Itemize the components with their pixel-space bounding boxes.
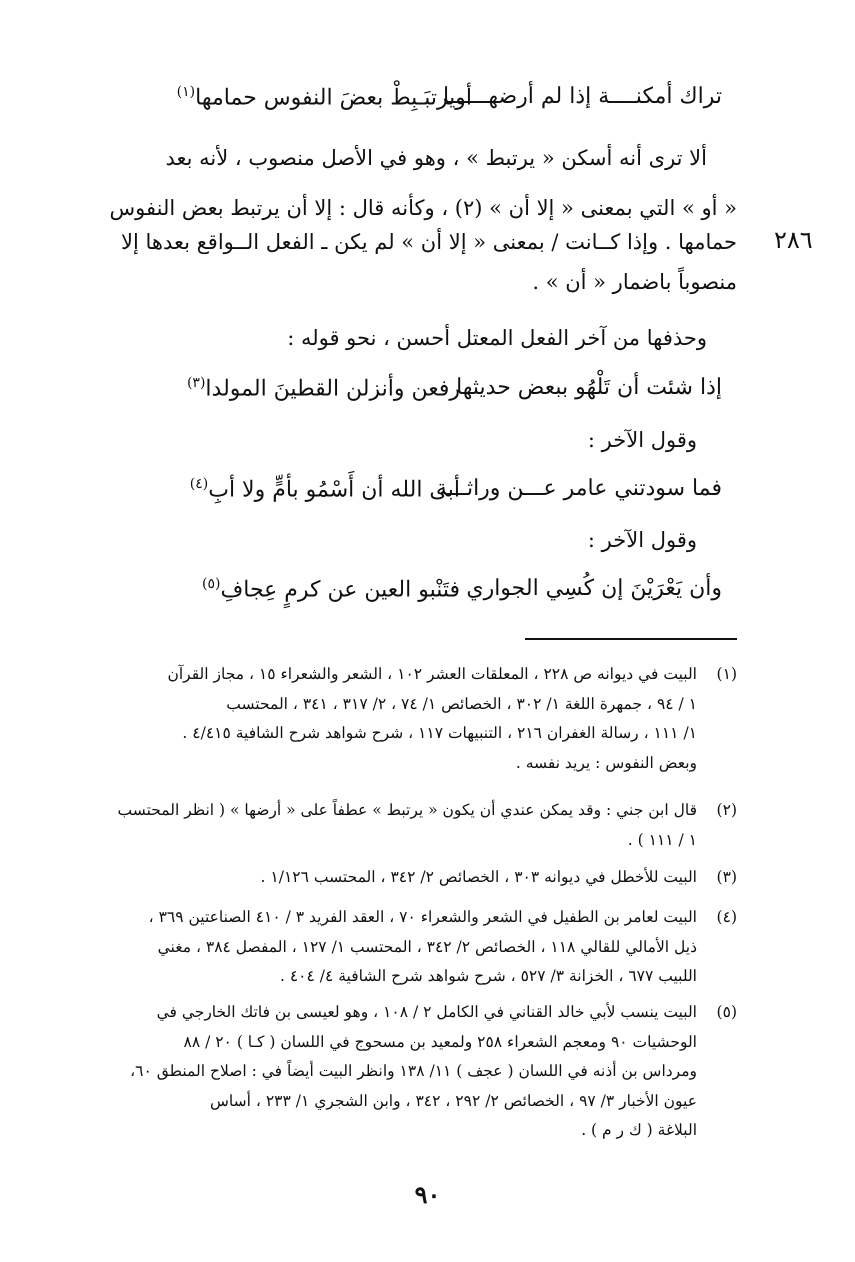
footnote-4-body [57, 903, 697, 992]
para-1-line-1: ألا ترى أنه أسكن « يرتبط » ، وهو في الأصل منصوب ، لأنه بعد [165, 146, 707, 170]
footnote-5 [57, 998, 737, 1148]
footnote-4-line: ذيل الأمالي للقالي ١١٨ ، الخصائص ٢/ ٣٤٢ ، المحتسب ١/ ١٢٧ ، المفصل ٣٨٤ ، مغني [157, 937, 697, 956]
footnote-1-line: ١/ ١١١ ، رسالة الغفران ٢١٦ ، التنبيهات ١١٧ ، شرح شواهد شرح الشافية ٤/٤١٥ . [182, 724, 697, 742]
verse-3-second-text: أبى الله أن أَسْمُو بأمٍّ ولا أبِ [208, 477, 460, 503]
intro-other-poet-1: وقول الآخر : [587, 428, 697, 452]
footnote-1-line: ١ / ٩٤ ، جمهرة اللغة ١/ ٣٠٢ ، الخصائص ١/ ٧٤ ، ٢/ ٣١٧ ، ٣٤١ ، المحتسب [226, 694, 697, 713]
footnote-2-line: ١ / ١١١ ) . [627, 830, 697, 849]
para-1-line-3: حمامها . وإذا كــانت / بمعنى « إلا أن » لم يكن ـ الفعل الــواقع بعدها إلا [120, 230, 737, 254]
verse-2-second-text: رفعن وأنزلن القطينَ المولدا [205, 376, 460, 402]
footnote-2-label: (٢) [716, 801, 737, 819]
footnote-5-line: الوحشيات ٩٠ ومعجم الشعراء ٢٥٨ ولمعيد بن مسحوج في اللسان ( كـا ) ٢٠ / ٨٨ [183, 1032, 697, 1051]
verse-2-first-hemistich: إذا شئت أن تَلْهُو ببعض حديثها [456, 375, 722, 400]
margin-page-number: ٢٨٦ [774, 226, 813, 254]
verse-4-first-hemistich: وأن يَعْرَيْنَ إن كُسِي الجواري [466, 576, 722, 601]
footnote-3-line: البيت للأخطل في ديوانه ٣٠٣ ، الخصائص ٢/ ٣٤٢ ، المحتسب ١/١٢٦ . [260, 868, 697, 886]
footnote-4-line: اللبيب ٦٧٧ ، الخزانة ٣/ ٥٢٧ ، شرح شواهد شرح الشافية ٤/ ٤٠٤ . [279, 967, 697, 985]
verse-4-second-text: فتَنْبو العين عن كرمٍ عِجافِ [220, 577, 460, 603]
verse-2 [0, 375, 855, 415]
verse-1-second-text: أويرتبَـبِطْ بعضَ النفوس حمامها [195, 85, 472, 111]
verse-4 [0, 576, 855, 616]
footnote-5-label: (٥) [716, 1003, 737, 1021]
footnote-ref-1: (١) [176, 84, 196, 100]
footnote-1-line: وبعض النفوس : يريد نفسه . [515, 753, 697, 772]
footnote-ref-4: (٤) [189, 476, 209, 492]
footnote-1-body [57, 660, 697, 778]
footnote-5-line: البيت ينسب لأبي خالد القناني في الكامل ٢ / ١٠٨ ، وهو لعيسى بن فاتك الخارجي في [156, 1003, 697, 1021]
intro-other-poet-2: وقول الآخر : [587, 528, 697, 552]
footnote-2 [57, 796, 737, 856]
footnote-4-line: البيت لعامر بن الطفيل في الشعر والشعراء ٧٠ ، العقد الفريد ٣ / ٤١٠ الصناعتين ٣٦٩ ، [148, 908, 697, 926]
footnote-5-line: عيون الأخبار ٣/ ٩٧ ، الخصائص ٢/ ٢٩٢ ، ٣٤٢ ، وابن الشجري ١/ ٢٣٣ ، أساس [210, 1091, 697, 1110]
footnote-1-line: البيت في ديوانه ص ٢٢٨ ، المعلقات العشر ١٠٢ ، الشعر والشعراء ١٥ ، مجاز القرآن [167, 665, 697, 683]
footnote-3-label: (٣) [716, 868, 737, 886]
verse-3-second-hemistich [190, 476, 460, 502]
footnote-5-line: ومرداس بن أذنه في اللسان ( عجف ) ١١/ ١٣٨ وانظر البيت أيضاً في : اصلاح المنطق ٦٠، [130, 1062, 697, 1080]
footnote-3 [57, 863, 737, 893]
footnote-ref-3: (٣) [186, 375, 206, 391]
footnote-3-body [57, 863, 697, 893]
verse-4-second-hemistich [202, 576, 460, 602]
verse-3-first-hemistich: فما سودتني عامر عـــن وراثـــة [435, 476, 722, 501]
para-1-line-2: « أو » التي بمعنى « إلا أن » (٢) ، وكأنه قال : إلا أن يرتبط بعض النفوس [109, 196, 737, 220]
verse-1 [0, 84, 855, 124]
footnote-1-label: (١) [716, 665, 737, 683]
footnote-5-body [57, 998, 697, 1146]
footnote-ref-5: (٥) [202, 576, 221, 592]
para-1-line-4: منصوباً باضمار « أن » . [532, 270, 737, 294]
footnote-2-body [57, 796, 697, 855]
verse-3 [0, 476, 855, 516]
footnote-4 [57, 903, 737, 993]
footnote-2-line: قال ابن جني : وقد يمكن عندي أن يكون « يرتبط » عطفاً على « أرضها » ( انظر المحتسب [117, 801, 697, 819]
verse-1-first-hemistich: تراك أمكنــــة إذا لم أرضهــــــا [442, 84, 722, 109]
footnote-1 [57, 660, 737, 780]
verse-2-second-hemistich [187, 375, 460, 401]
verse-1-second-hemistich [177, 84, 472, 110]
footnote-4-label: (٤) [716, 908, 737, 926]
para-2: وحذفها من آخر الفعل المعتل أحسن ، نحو قوله : [287, 326, 707, 350]
footnote-separator [525, 638, 737, 640]
footnote-5-line: البلاغة ( ك ر م ) . [581, 1121, 697, 1139]
page-number: ٩٠ [414, 1180, 441, 1209]
